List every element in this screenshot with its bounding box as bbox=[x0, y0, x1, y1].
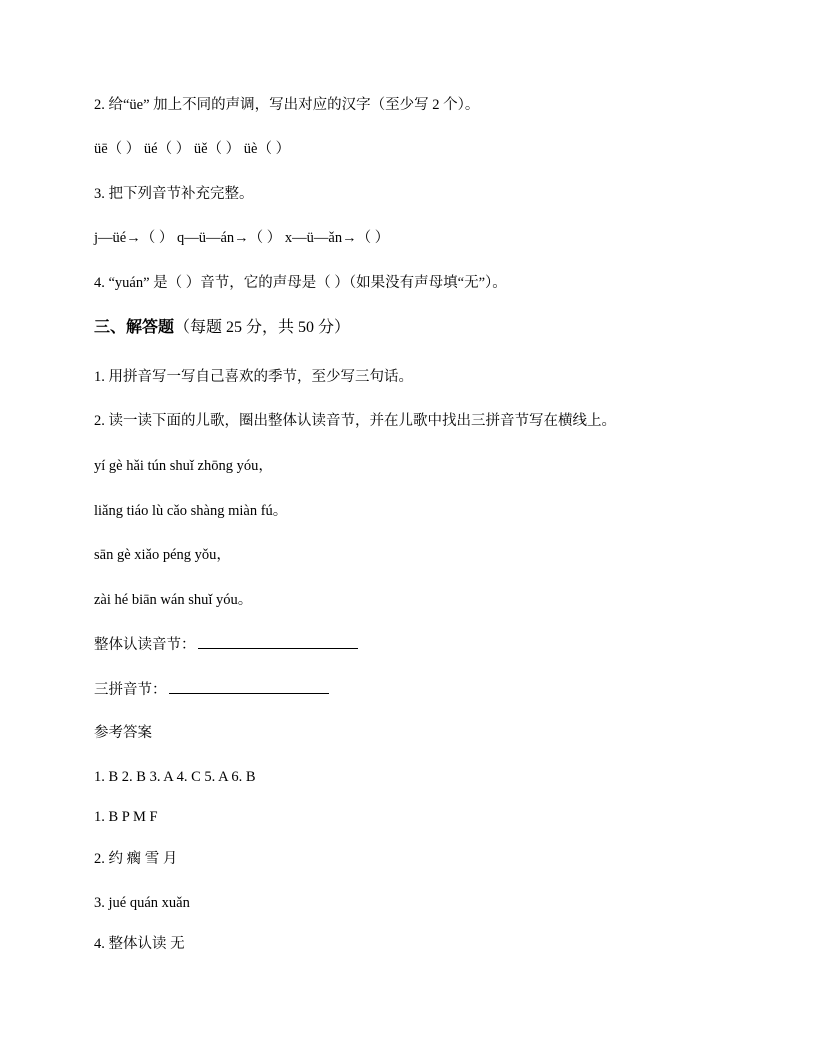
whole-syllables-blank bbox=[198, 634, 358, 649]
poem-line-4: zài hé biān wán shuǐ yóu。 bbox=[94, 592, 253, 608]
reference-line-3: 2. 约 瘸 雪 月 bbox=[94, 851, 178, 867]
reference-line-1: 1. B 2. B 3. A 4. C 5. A 6. B bbox=[94, 769, 256, 785]
answer-q2-prompt: 2. 读一读下面的儿歌，圈出整体认读音节，并在儿歌中找出三拼音节写在横线上。 bbox=[94, 413, 616, 429]
fill-q3-prompt: 3. 把下列音节补充完整。 bbox=[94, 186, 254, 202]
triple-syllables-label: 三拼音节： bbox=[94, 682, 167, 698]
answer-q1-prompt: 1. 用拼音写一写自己喜欢的季节，至少写三句话。 bbox=[94, 369, 413, 385]
whole-syllables-row bbox=[94, 634, 358, 655]
triple-syllables-row bbox=[94, 679, 329, 700]
poem-line-1: yí gè hǎi tún shuǐ zhōng yóu， bbox=[94, 458, 273, 474]
reference-title: 参考答案 bbox=[94, 725, 152, 741]
poem-line-2: liǎng tiáo lù cǎo shàng miàn fú。 bbox=[94, 503, 288, 519]
section-heading-note: （每题 25 分，共 50 分） bbox=[174, 319, 351, 336]
whole-syllables-label: 整体认读音节： bbox=[94, 637, 196, 653]
fill-q2-prompt: 2. 给“üe” 加上不同的声调，写出对应的汉字（至少写 2 个）。 bbox=[94, 97, 480, 113]
reference-line-4: 3. jué quán xuǎn bbox=[94, 895, 190, 911]
poem-line-3: sān gè xiǎo péng yǒu， bbox=[94, 547, 231, 563]
section-heading-title: 三、解答题 bbox=[94, 319, 175, 336]
reference-line-2: 1. B P M F bbox=[94, 809, 158, 825]
document-page bbox=[94, 0, 774, 1056]
section-heading bbox=[94, 317, 350, 339]
fill-q3-items: j—üé→（ ） q—ü—án→（ ） x—ü—ǎn→（ ） bbox=[94, 230, 390, 246]
triple-syllables-blank bbox=[169, 679, 329, 694]
fill-q2-items: üē（ ） üé（ ） üě（ ） üè（ ） bbox=[94, 141, 291, 157]
reference-line-5: 4. 整体认读 无 bbox=[94, 936, 185, 952]
fill-q4-prompt: 4. “yuán” 是（ ）音节，它的声母是（ ）（如果没有声母填“无”）。 bbox=[94, 275, 507, 291]
